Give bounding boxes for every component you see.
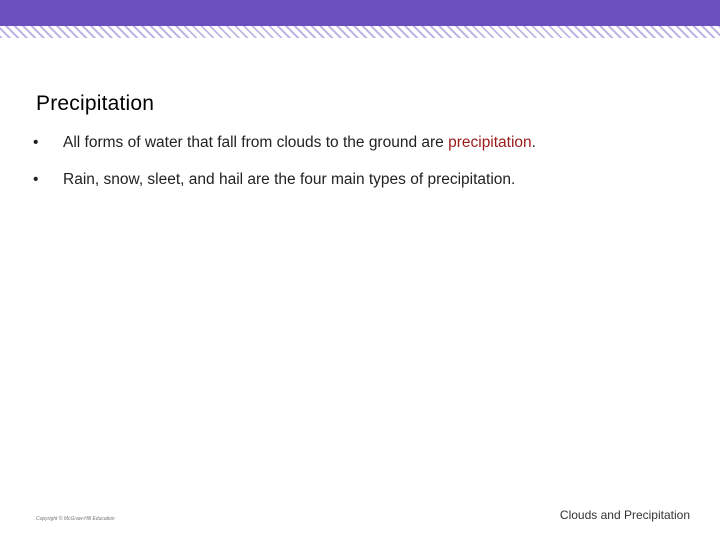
slide-title: Precipitation	[36, 92, 155, 115]
bullet-text-end: .	[531, 134, 536, 151]
bullet-marker: •	[33, 171, 39, 188]
header-pattern	[0, 26, 720, 38]
bullet-marker: •	[33, 134, 39, 151]
bullet-text: Rain, snow, sleet, and hail are the four main types of precipitation.	[63, 171, 516, 188]
footer-title: Clouds and Precipitation	[559, 508, 690, 522]
highlighted-term: precipitation	[448, 134, 532, 151]
bullet-list	[33, 133, 693, 207]
bullet-text: All forms of water that fall from clouds to the ground are	[63, 134, 449, 151]
bullet-item-1	[33, 133, 693, 153]
header-bar	[0, 0, 720, 26]
bullet-item-2	[33, 170, 693, 190]
copyright-notice: Copyright © McGraw-Hill Education	[36, 516, 115, 522]
